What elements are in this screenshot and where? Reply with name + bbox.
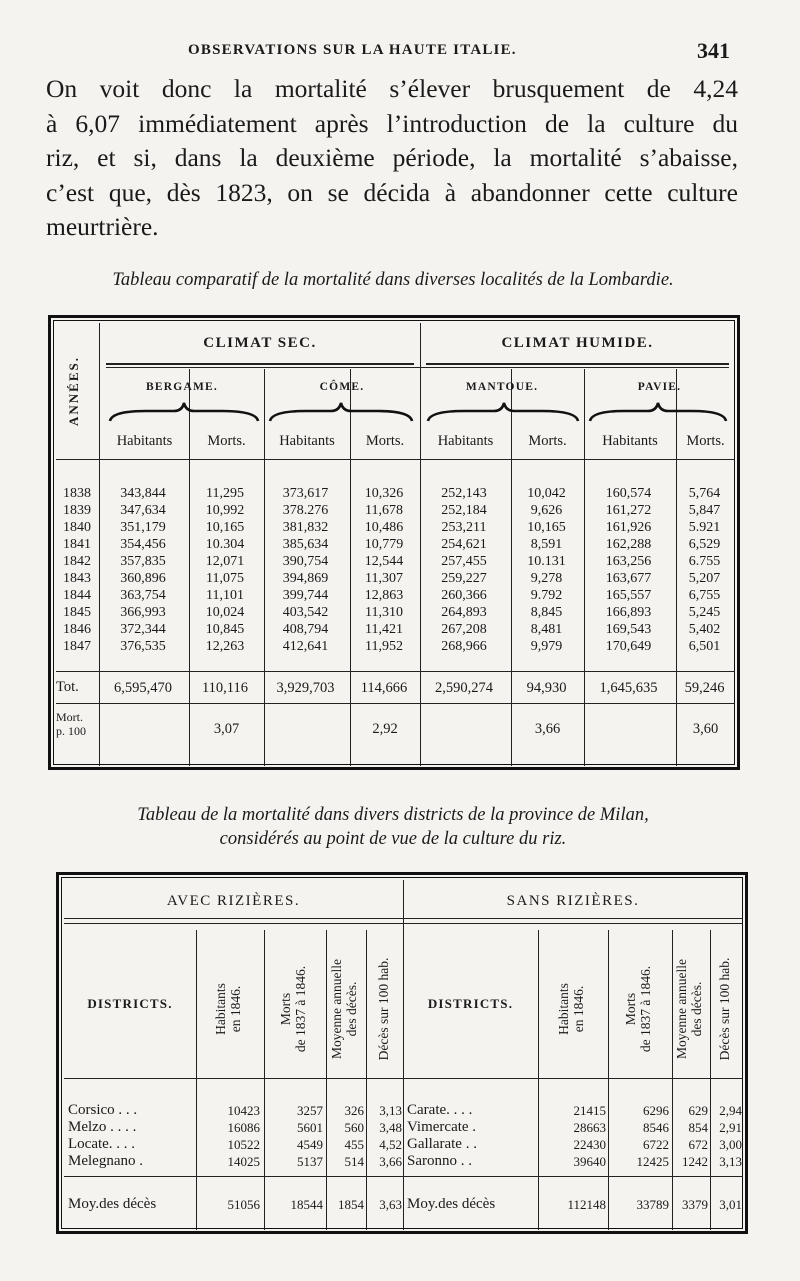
city-come: CÔME. <box>319 381 365 393</box>
data-cell: 10,486 <box>364 520 404 535</box>
data-cell: 5,764 <box>688 486 721 501</box>
year-cell: 1846 <box>63 622 91 637</box>
data-cell: 403,542 <box>282 605 329 620</box>
tot-label: Tot. <box>56 679 79 695</box>
col-morts: Morts. <box>686 433 725 449</box>
sans-rizieres-heading: SANS RIZIÈRES. <box>506 893 640 909</box>
header-deces <box>717 939 735 1079</box>
data-cell: 6.755 <box>688 554 721 569</box>
district-hab: 14025 <box>227 1154 260 1169</box>
data-cell: 166,893 <box>605 605 652 620</box>
data-cell: 399,744 <box>282 588 329 603</box>
column-pavie-habitants <box>584 485 673 655</box>
district-name: Melegnano . <box>68 1153 143 1169</box>
district-morts: 6722 <box>643 1137 669 1152</box>
district-moy: 629 <box>688 1103 708 1118</box>
mort-value-bergame: 3,07 <box>213 721 240 737</box>
brace-mantoue <box>428 403 578 421</box>
district-moy: 455 <box>344 1137 364 1152</box>
column-rule <box>672 930 673 1230</box>
data-cell: 10,779 <box>364 537 404 552</box>
col-morts: Morts. <box>207 433 246 449</box>
column-rule <box>608 930 609 1230</box>
data-cell: 10,024 <box>205 605 245 620</box>
data-cell: 357,835 <box>120 554 166 569</box>
district-morts: 5137 <box>297 1154 323 1169</box>
column-rule <box>538 930 539 1230</box>
moy-label: Moy.des décès <box>68 1196 157 1212</box>
column-rule <box>710 930 711 1230</box>
data-cell: 12,071 <box>205 554 245 569</box>
table1-grid <box>56 323 735 766</box>
data-cell: 10.304 <box>205 537 245 552</box>
mort-value-mantoue: 3,66 <box>534 721 561 737</box>
data-cell: 6,755 <box>688 588 721 603</box>
data-cell: 412,641 <box>282 639 329 654</box>
data-cell: 5,245 <box>688 605 721 620</box>
district-moy: 560 <box>344 1120 364 1135</box>
column-come-habitants <box>264 485 347 655</box>
table2-caption <box>46 803 740 851</box>
mort-value-come: 2,92 <box>372 721 398 737</box>
total-mantoue-habitants: 2,590,274 <box>435 680 493 696</box>
data-cell: 11,307 <box>365 571 403 586</box>
column-bergame-habitants <box>100 485 186 655</box>
header-line: de 1837 à 1846. <box>293 965 308 1053</box>
group-rule <box>403 880 404 1230</box>
column-rule <box>366 930 367 1230</box>
annees-label: ANNÉES. <box>66 356 81 426</box>
total-mantoue-morts: 94,930 <box>526 680 567 696</box>
data-cell: 376,535 <box>120 639 166 654</box>
data-cell: 11,421 <box>365 622 403 637</box>
district-moy: 514 <box>344 1154 364 1169</box>
col-habitants: Habitants <box>279 433 335 449</box>
milan-districts-table <box>56 872 748 1234</box>
district-morts: 3257 <box>297 1103 323 1118</box>
district-name: Saronno . . <box>407 1153 472 1169</box>
data-cell: 10,326 <box>364 486 404 501</box>
avec-total-pct: 3,63 <box>379 1197 402 1212</box>
header-line: Morts <box>278 992 293 1026</box>
caption-line: considérés au point de vue de la culture du riz. <box>219 829 567 849</box>
data-cell: 363,754 <box>120 588 166 603</box>
district-pct: 3,00 <box>719 1137 742 1152</box>
table2-grid <box>64 880 743 1230</box>
running-head <box>48 38 738 68</box>
data-cell: 381,832 <box>282 520 329 535</box>
sans-total-moy: 3379 <box>682 1197 708 1212</box>
data-cell: 366,993 <box>120 605 166 620</box>
district-name: Corsico . . . <box>68 1102 138 1118</box>
district-pct: 2,91 <box>719 1120 742 1135</box>
data-cell: 161,926 <box>605 520 652 535</box>
total-bergame-morts: 110,116 <box>201 680 249 696</box>
data-cell: 347,634 <box>120 503 166 518</box>
data-cell: 9,979 <box>530 639 563 654</box>
data-cell: 390,754 <box>282 554 329 569</box>
col-habitants: Habitants <box>602 433 658 449</box>
year-cell: 1845 <box>63 605 91 620</box>
data-cell: 161,272 <box>605 503 652 518</box>
header-line: en 1846. <box>228 985 243 1033</box>
avec-total-hab: 51056 <box>227 1197 260 1212</box>
data-cell: 11,295 <box>206 486 244 501</box>
year-cell: 1841 <box>63 537 91 552</box>
data-cell: 8,481 <box>530 622 563 637</box>
total-come-morts: 114,666 <box>360 680 408 696</box>
data-cell: 163,256 <box>605 554 652 569</box>
totals-rule <box>56 703 735 704</box>
data-cell: 354,456 <box>120 537 166 552</box>
data-cell: 5,207 <box>688 571 721 586</box>
total-pavie-morts: 59,246 <box>684 680 725 696</box>
header-line: Habitants <box>213 983 228 1035</box>
col-morts: Morts. <box>365 433 405 449</box>
data-cell: 9.792 <box>530 588 563 603</box>
data-cell: 408,794 <box>282 622 329 637</box>
data-cell: 268,966 <box>441 639 487 654</box>
districts-label: DISTRICTS. <box>87 996 173 1011</box>
column-pavie-morts <box>676 485 733 655</box>
district-name: Vimercate . <box>407 1119 477 1135</box>
page-number: 341 <box>697 38 730 63</box>
running-title: OBSERVATIONS SUR LA HAUTE ITALIE. <box>188 42 517 58</box>
data-cell: 11,678 <box>365 503 403 518</box>
paragraph-line: c’est que, dès 1823, on se décida à abandonner cette culture <box>46 177 738 207</box>
data-cell: 170,649 <box>605 639 652 654</box>
brace-come <box>270 403 412 421</box>
district-hab: 28663 <box>573 1120 606 1135</box>
column-bergame-morts <box>189 485 261 655</box>
total-come-habitants: 3,929,703 <box>276 680 335 696</box>
data-cell: 11,952 <box>365 639 403 654</box>
col-habitants: Habitants <box>437 433 494 449</box>
header-line: des décès. <box>689 981 704 1037</box>
mort-label-line: Mort. <box>56 710 83 724</box>
header-habitants <box>213 939 247 1079</box>
data-cell: 254,621 <box>441 537 487 552</box>
data-cell: 10.131 <box>527 554 566 569</box>
avec-total-morts: 18544 <box>290 1197 323 1212</box>
district-hab: 39640 <box>573 1154 606 1169</box>
header-habitants <box>556 939 590 1079</box>
climat-sec-heading: CLIMAT SEC. <box>203 335 317 351</box>
col-morts: Morts. <box>528 433 567 449</box>
header-deces <box>376 939 394 1079</box>
column-come-morts <box>350 485 418 655</box>
data-cell: 253,211 <box>441 520 487 535</box>
column-rule <box>326 930 327 1230</box>
data-cell: 9,278 <box>530 571 563 586</box>
data-cell: 10,165 <box>527 520 566 535</box>
district-hab: 21415 <box>573 1103 606 1118</box>
district-name: Carate. . . . <box>407 1102 473 1118</box>
caption-line: Tableau de la mortalité dans divers districts de la province de Milan, <box>137 805 649 825</box>
data-cell: 12,863 <box>364 588 404 603</box>
district-name: Gallarate . . <box>407 1136 477 1152</box>
year-cell: 1844 <box>63 588 91 603</box>
lombardy-mortality-table <box>48 315 740 770</box>
district-hab: 16086 <box>227 1120 260 1135</box>
header-moyenne <box>329 939 363 1079</box>
year-cell: 1839 <box>63 503 91 518</box>
district-hab: 10423 <box>227 1103 260 1118</box>
column-rule <box>196 930 197 1230</box>
climat-humide-heading: CLIMAT HUMIDE. <box>501 335 654 351</box>
data-cell: 12,263 <box>205 639 245 654</box>
total-bergame-habitants: 6,595,470 <box>114 680 172 696</box>
group-rule <box>106 363 414 365</box>
data-cell: 11,310 <box>365 605 403 620</box>
totals-rule <box>56 671 735 672</box>
data-cell: 351,179 <box>120 520 166 535</box>
data-cell: 10,992 <box>205 503 245 518</box>
group-rule <box>106 367 729 368</box>
header-morts <box>623 939 657 1079</box>
data-cell: 169,543 <box>605 622 652 637</box>
header-line: Habitants <box>556 983 571 1035</box>
city-bergame: BERGAME. <box>146 381 218 393</box>
year-cell: 1842 <box>63 554 91 569</box>
header-rule <box>56 459 735 460</box>
header-line: de 1837 à 1846. <box>638 965 653 1053</box>
years-column <box>56 485 98 655</box>
header-line: Morts <box>623 992 638 1026</box>
district-name: Locate. . . . <box>68 1136 136 1152</box>
data-cell: 5,402 <box>688 622 721 637</box>
data-cell: 163,677 <box>605 571 652 586</box>
brace-pavie <box>590 403 726 421</box>
district-moy: 854 <box>688 1120 708 1135</box>
data-cell: 160,574 <box>605 486 652 501</box>
district-morts: 4549 <box>297 1137 323 1152</box>
city-pavie: PAVIE. <box>637 381 682 393</box>
data-cell: 5,847 <box>688 503 721 518</box>
body-paragraph <box>46 72 738 245</box>
data-cell: 6,529 <box>688 537 721 552</box>
district-morts: 12425 <box>636 1154 669 1169</box>
mort-label-line: p. 100 <box>56 724 86 738</box>
district-pct: 3,48 <box>379 1120 402 1135</box>
year-cell: 1840 <box>63 520 91 535</box>
district-morts: 8546 <box>643 1120 669 1135</box>
data-cell: 165,557 <box>605 588 652 603</box>
district-moy: 326 <box>344 1103 364 1118</box>
header-line: Décès sur 100 hab. <box>376 957 391 1061</box>
district-moy: 672 <box>688 1137 708 1152</box>
district-name: Melzo . . . . <box>68 1119 137 1135</box>
data-cell: 343,844 <box>120 486 166 501</box>
data-cell: 252,184 <box>441 503 487 518</box>
district-pct: 3,13 <box>719 1154 742 1169</box>
column-mantoue-morts <box>511 485 582 655</box>
districts-label: DISTRICTS. <box>427 996 514 1011</box>
column-rule <box>264 930 265 1230</box>
moy-label: Moy.des décès <box>407 1196 496 1212</box>
column-mantoue-habitants <box>420 485 508 655</box>
avec-total-moy: 1854 <box>338 1197 364 1212</box>
header-moyenne <box>674 939 708 1079</box>
data-cell: 10,845 <box>205 622 245 637</box>
data-cell: 259,227 <box>441 571 487 586</box>
district-hab: 10522 <box>227 1137 260 1152</box>
data-cell: 385,634 <box>282 537 329 552</box>
header-line: des décès. <box>344 981 359 1037</box>
sans-total-hab: 112148 <box>567 1197 606 1212</box>
data-cell: 373,617 <box>282 486 329 501</box>
table1-caption: Tableau comparatif de la mortalité dans diverses localités de la Lombardie. <box>112 270 674 290</box>
data-cell: 10,165 <box>205 520 245 535</box>
data-cell: 378.276 <box>282 503 329 518</box>
mort-label <box>56 710 98 738</box>
col-habitants: Habitants <box>116 433 173 449</box>
paragraph-line: meurtrière. <box>46 212 159 241</box>
sans-total-morts: 33789 <box>636 1197 669 1212</box>
data-cell: 267,208 <box>441 622 487 637</box>
paragraph-line: à 6,07 immédiatement après l’introduction de la culture du <box>46 108 738 138</box>
data-cell: 257,455 <box>441 554 487 569</box>
group-rule <box>64 923 743 924</box>
data-cell: 8,591 <box>530 537 563 552</box>
year-cell: 1843 <box>63 571 91 586</box>
data-cell: 260,366 <box>441 588 487 603</box>
district-pct: 4,52 <box>379 1137 402 1152</box>
data-cell: 10,042 <box>527 486 566 501</box>
totals-rule <box>64 1176 743 1177</box>
data-cell: 9,626 <box>530 503 563 518</box>
header-line: en 1846. <box>571 985 586 1033</box>
data-cell: 372,344 <box>120 622 166 637</box>
district-pct: 3,13 <box>379 1103 402 1118</box>
data-cell: 11,075 <box>206 571 244 586</box>
data-cell: 394,869 <box>282 571 329 586</box>
district-morts: 6296 <box>643 1103 669 1118</box>
sans-total-pct: 3,01 <box>719 1197 742 1212</box>
data-cell: 360,896 <box>120 571 166 586</box>
data-cell: 252,143 <box>441 486 487 501</box>
data-cell: 12,544 <box>364 554 404 569</box>
district-pct: 3,66 <box>379 1154 402 1169</box>
district-pct: 2,94 <box>719 1103 742 1118</box>
mort-value-pavie: 3,60 <box>692 721 719 737</box>
group-rule <box>64 918 743 919</box>
paragraph-line: riz, et si, dans la deuxième période, la mortalité s’abaisse, <box>46 143 738 172</box>
header-line: Moyenne annuelle <box>329 958 344 1060</box>
avec-rizieres-heading: AVEC RIZIÈRES. <box>166 893 301 909</box>
total-pavie-habitants: 1,645,635 <box>599 680 658 696</box>
district-morts: 5601 <box>297 1120 323 1135</box>
year-cell: 1838 <box>63 486 91 501</box>
data-cell: 8,845 <box>530 605 563 620</box>
data-cell: 5.921 <box>688 520 721 535</box>
brace-group <box>56 399 735 425</box>
city-mantoue: MANTOUE. <box>465 381 539 393</box>
paragraph-line: On voit donc la mortalité s’élever brusquement de 4,24 <box>46 74 738 103</box>
group-rule <box>426 363 729 365</box>
brace-bergame <box>110 403 258 421</box>
data-cell: 11,101 <box>206 588 244 603</box>
header-line: Décès sur 100 hab. <box>717 957 732 1061</box>
data-cell: 162,288 <box>605 537 652 552</box>
district-moy: 1242 <box>682 1154 708 1169</box>
district-hab: 22430 <box>573 1137 606 1152</box>
year-cell: 1847 <box>63 639 91 654</box>
data-cell: 6,501 <box>688 639 721 654</box>
data-cell: 264,893 <box>441 605 487 620</box>
header-morts <box>278 939 312 1079</box>
header-line: Moyenne annuelle <box>674 958 689 1060</box>
